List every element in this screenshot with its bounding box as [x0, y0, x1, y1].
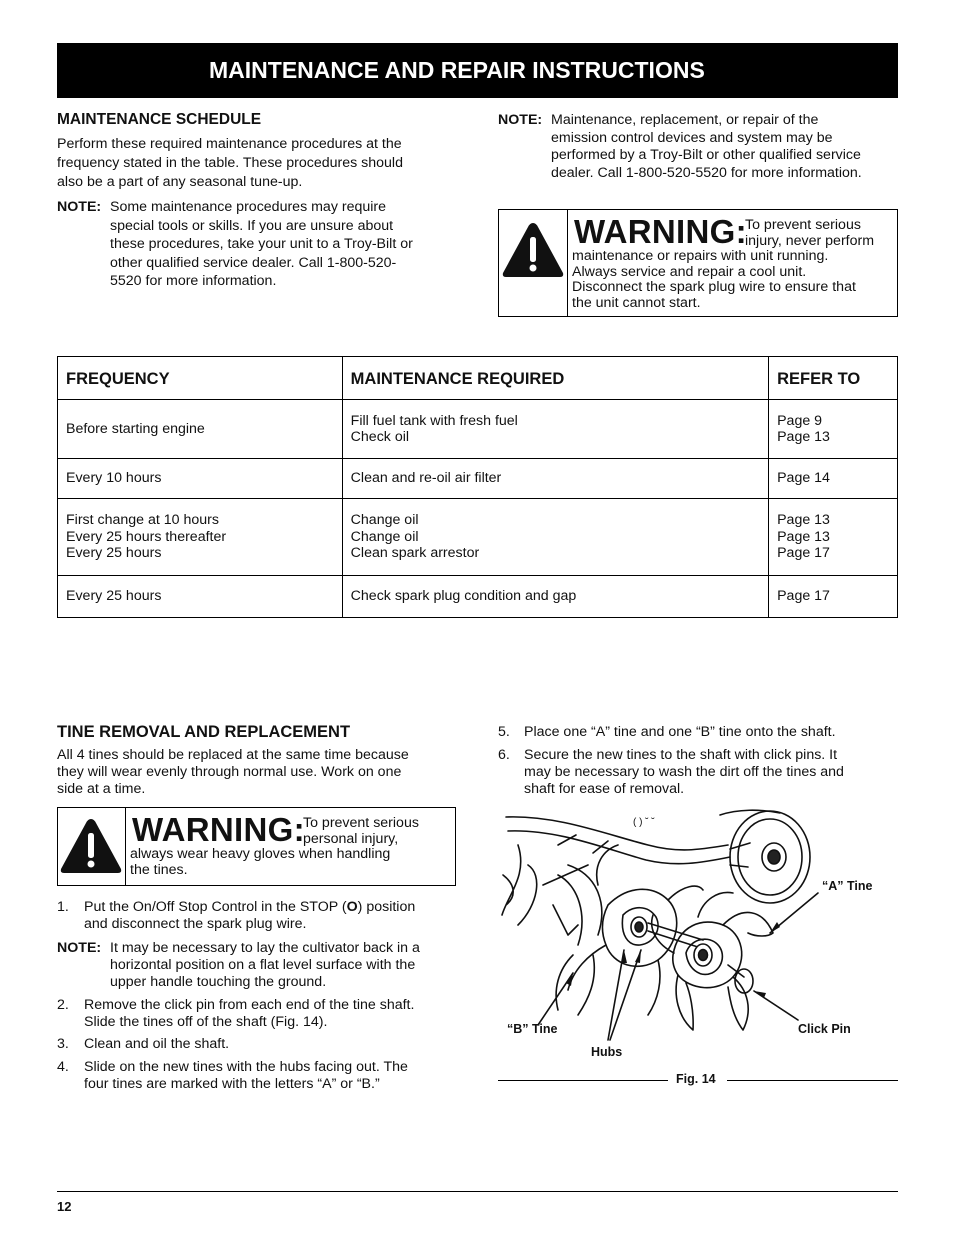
cell-line: Every 10 hours [66, 470, 162, 487]
step-3 [57, 1036, 457, 1053]
step-text: Secure the new tines to the shaft with click pins. It [524, 747, 838, 763]
warning-line: maintenance or repairs with unit running. [572, 248, 829, 264]
column-header-refer: REFER TO [769, 357, 898, 400]
note-line: 5520 for more information. [110, 273, 277, 289]
maintenance-cell [342, 400, 768, 459]
cell-line: Check spark plug condition and gap [350, 588, 577, 605]
step-text: Put the On/Off Stop Control in the STOP ( [84, 899, 347, 915]
step-text: Remove the click pin from each end of the tine shaft. [84, 997, 415, 1013]
cell-line: First change at 10 hours [66, 512, 219, 529]
table-row [58, 400, 898, 459]
step-number: 5. [498, 724, 510, 740]
emission-note [498, 112, 898, 182]
cell-line: Clean and re-oil air filter [350, 470, 502, 487]
warning-line: To prevent serious [303, 815, 419, 831]
warning-title: WARNING: [132, 811, 305, 848]
schedule-note [57, 198, 457, 291]
step-text: Place one “A” tine and one “B” tine onto the shaft. [524, 724, 836, 740]
warning-triangle-icon [58, 816, 124, 876]
intro-line: All 4 tines should be replaced at the same time because [57, 747, 409, 763]
warning-line: personal injury, [303, 830, 399, 847]
note-line: special tools or skills. If you are unsure about [110, 217, 394, 234]
warning-line: Always service and repair a cool unit. [572, 263, 807, 280]
refer-cell [769, 400, 898, 459]
maintenance-cell [342, 459, 768, 499]
note-line: performed by a Troy-Bilt or other qualified service [551, 147, 861, 163]
intro-line: also be a part of any seasonal tune-up. [57, 174, 303, 190]
warning-box-gloves [57, 807, 456, 886]
step-text: Slide the tines off of the shaft (Fig. 14). [84, 1014, 328, 1030]
step-2 [57, 997, 457, 1031]
warning-text [572, 249, 897, 311]
frequency-cell [58, 459, 343, 499]
note-label: NOTE: [57, 199, 102, 215]
cell-line: Before starting engine [66, 420, 205, 437]
warning-title: WARNING: [574, 213, 747, 250]
step-text: Slide on the new tines with the hubs facing out. The [84, 1059, 408, 1075]
cell-line: Every 25 hours [66, 588, 162, 605]
note-line: emission control devices and system may be [551, 129, 833, 146]
section-banner: MAINTENANCE AND REPAIR INSTRUCTIONS [57, 43, 898, 98]
table-row [58, 499, 898, 576]
step-text: Clean and oil the shaft. [84, 1036, 230, 1052]
note-line: other qualified service dealer. Call 1-800-520- [110, 254, 397, 271]
refer-cell [769, 576, 898, 618]
note-line: dealer. Call 1-800-520-5520 for more information. [551, 164, 862, 181]
cell-line: Page 14 [777, 470, 830, 487]
stop-symbol: O [346, 899, 358, 915]
cell-line: Change oil [350, 512, 419, 529]
warning-line: Disconnect the spark plug wire to ensure that [572, 279, 856, 295]
step-6 [498, 747, 898, 798]
maintenance-cell [342, 499, 768, 576]
warning-line: To prevent serious [745, 217, 861, 233]
warning-icon-cell [58, 808, 126, 885]
note-line: upper handle touching the ground. [110, 974, 327, 990]
cell-line: Page 13 [777, 512, 830, 529]
intro-line: they will wear evenly through normal use. Work on one [57, 764, 402, 780]
cell-line: Page 13 [777, 528, 830, 545]
table-header-row [58, 357, 898, 400]
note-label: NOTE: [498, 112, 543, 128]
cell-line: Check oil [350, 429, 410, 445]
intro-line: side at a time. [57, 781, 146, 797]
maintenance-cell [342, 576, 768, 618]
cell-line: Every 25 hours thereafter [66, 528, 227, 545]
cell-line: Clean spark arrestor [350, 545, 480, 562]
intro-line: Perform these required maintenance procedures at the [57, 136, 402, 152]
step-number: 3. [57, 1036, 69, 1052]
table-row [58, 576, 898, 618]
step-text: four tines are marked with the letters “A” or “B.” [84, 1076, 380, 1092]
figure-caption: Fig. 14 [676, 1072, 716, 1086]
step-text: ) position [357, 899, 416, 915]
step-text: shaft for ease of removal. [524, 781, 685, 797]
note-line: It may be necessary to lay the cultivator back in a [110, 940, 420, 956]
frequency-cell [58, 576, 343, 618]
table-row [58, 459, 898, 499]
cell-line: Page 9 [777, 412, 823, 429]
hubs-label: Hubs [591, 1045, 623, 1059]
maintenance-schedule-heading: MAINTENANCE SCHEDULE [57, 111, 262, 128]
cell-line: Fill fuel tank with fresh fuel [350, 412, 518, 429]
note-line: Maintenance, replacement, or repair of the [551, 112, 819, 128]
cell-line: Every 25 hours [66, 545, 162, 562]
frequency-cell [58, 499, 343, 576]
step-text: may be necessary to wash the dirt off the tines and [524, 764, 844, 780]
tine-intro [57, 747, 457, 798]
column-header-maintenance: MAINTENANCE REQUIRED [342, 357, 768, 400]
refer-cell [769, 499, 898, 576]
caption-rule-right [727, 1080, 898, 1081]
step-note [57, 940, 457, 991]
cell-line: Change oil [350, 528, 419, 545]
step-number: 1. [57, 899, 69, 915]
refer-cell [769, 459, 898, 499]
warning-line: injury, never perform [745, 232, 875, 249]
warning-line: always wear heavy gloves when handling [130, 846, 391, 862]
step-text: and disconnect the spark plug wire. [84, 916, 307, 932]
schedule-intro [57, 135, 457, 192]
column-header-frequency: FREQUENCY [58, 357, 343, 400]
note-line: horizontal position on a flat level surface with the [110, 957, 416, 973]
cell-line: Page 13 [777, 429, 830, 445]
b-tine-label: “B” Tine [507, 1022, 558, 1036]
warning-line: the tines. [130, 861, 188, 878]
step-number: 4. [57, 1059, 69, 1075]
note-line: these procedures, take your unit to a Troy-Bilt or [110, 236, 413, 252]
warning-icon-cell [499, 210, 568, 316]
footer-rule [57, 1191, 898, 1192]
caption-rule-left [498, 1080, 668, 1081]
step-4 [57, 1059, 457, 1093]
frequency-cell [58, 400, 343, 459]
note-label: NOTE: [57, 940, 102, 956]
step-number: 2. [57, 997, 69, 1013]
step-1 [57, 899, 457, 933]
maintenance-schedule-table [57, 356, 898, 618]
page-number: 12 [57, 1199, 72, 1214]
step-number: 6. [498, 747, 510, 763]
warning-text-short [745, 218, 874, 249]
warning-triangle-icon [500, 220, 566, 280]
warning-line: the unit cannot start. [572, 294, 701, 311]
click-pin-label: Click Pin [798, 1022, 851, 1036]
warning-text [130, 847, 455, 878]
step-5 [498, 724, 898, 741]
cell-line: Page 17 [777, 588, 830, 605]
intro-line: frequency stated in the table. These procedures should [57, 155, 403, 171]
a-tine-label: “A” Tine [822, 879, 873, 893]
warning-text-short [303, 816, 419, 847]
note-line: Some maintenance procedures may require [110, 199, 387, 215]
tine-removal-heading: TINE REMOVAL AND REPLACEMENT [57, 723, 351, 741]
svg-text:( ) ˘ ˘: ( ) ˘ ˘ [633, 817, 655, 828]
cell-line: Page 17 [777, 545, 830, 562]
warning-box-service [498, 209, 898, 317]
